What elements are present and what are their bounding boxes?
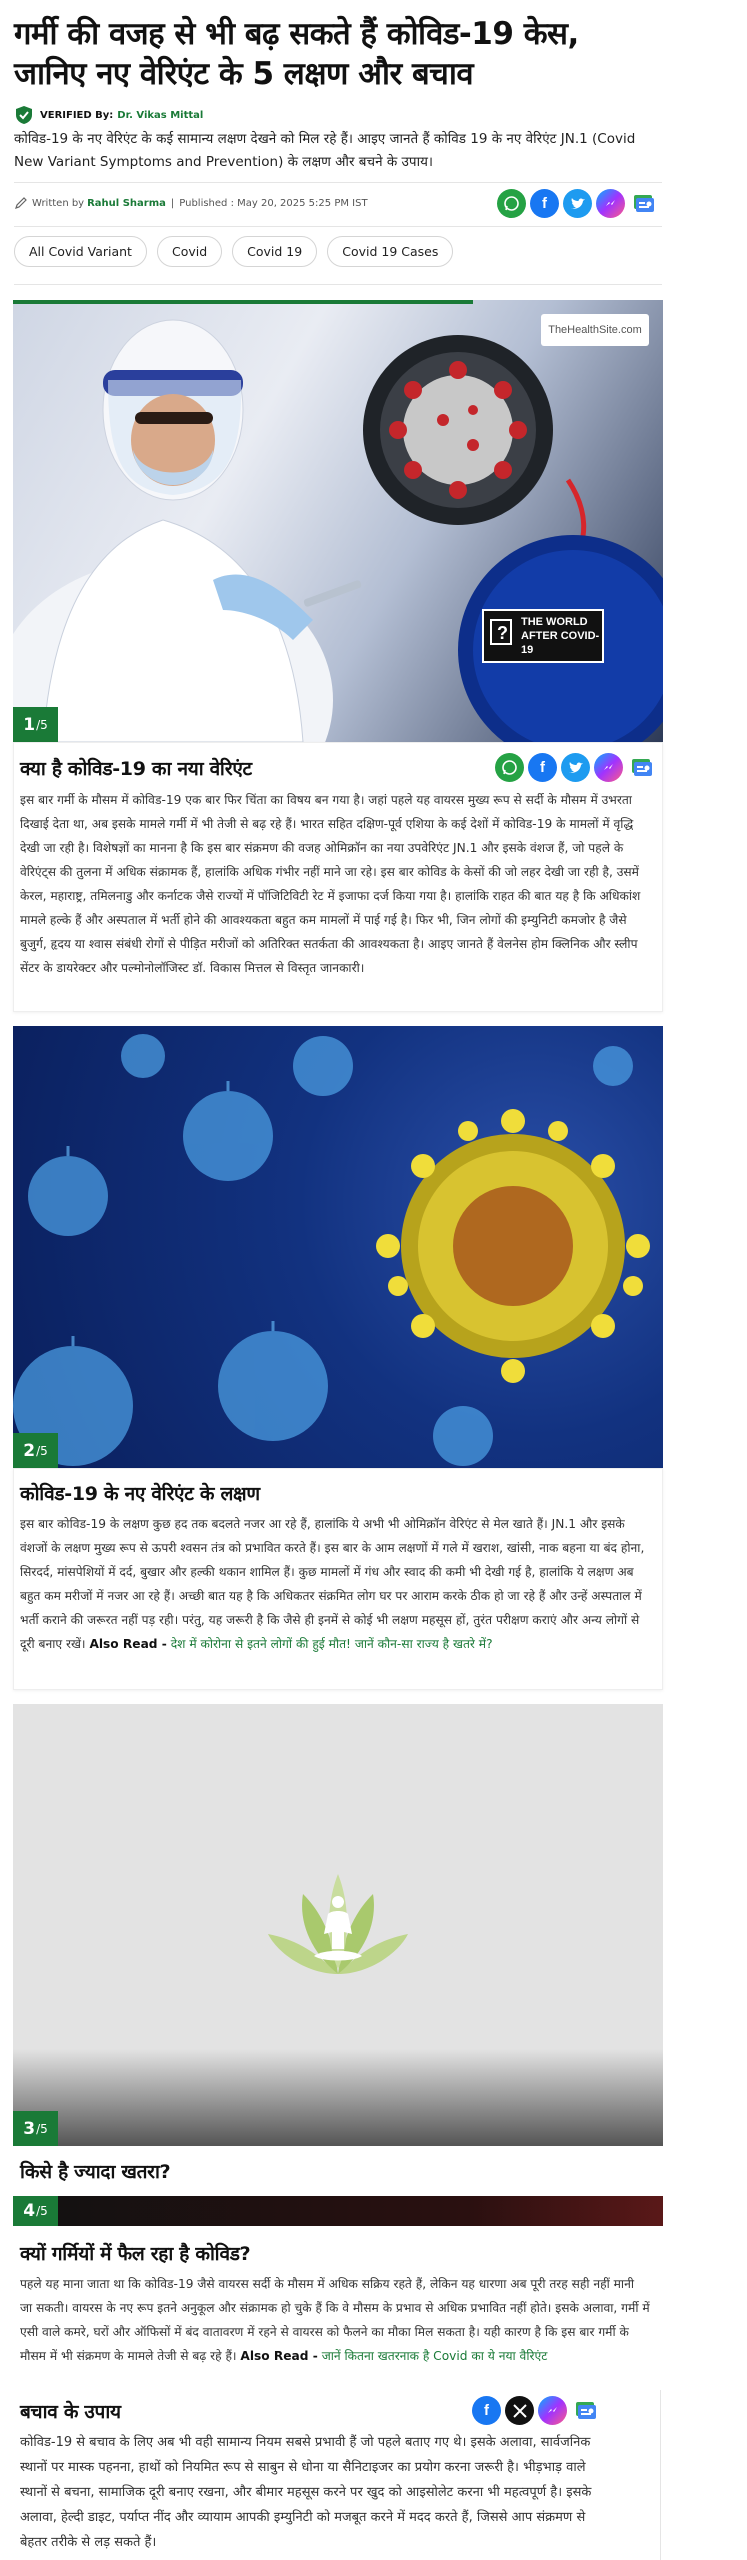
messenger-icon[interactable] <box>538 2396 567 2425</box>
verified-row <box>14 104 203 126</box>
slide-counter: 4 /5 <box>13 2196 58 2226</box>
section-title: क्यों गर्मियों में फैल रहा है कोविड? <box>20 2243 251 2265</box>
author-link[interactable]: Rahul Sharma <box>87 197 166 209</box>
google-news-icon[interactable] <box>627 753 656 782</box>
share-bar-slide-1 <box>495 753 656 782</box>
tag-chip[interactable]: Covid 19 Cases <box>327 236 453 267</box>
slide-image-3[interactable] <box>13 1704 663 2146</box>
verified-label: VERIFIED By: <box>40 109 114 121</box>
poster-text: THE WORLD AFTER COVID-19 <box>521 616 600 656</box>
tag-chip[interactable]: Covid 19 <box>232 236 317 267</box>
svg-text:?: ? <box>497 623 508 643</box>
virus-illustration <box>13 1026 663 1468</box>
slide-image-2[interactable] <box>13 1026 663 1468</box>
also-read-label: Also Read - <box>240 2349 318 2363</box>
facebook-icon[interactable]: f <box>528 753 557 782</box>
article-intro: कोविड-19 के नए वेरिएंट के कई सामान्य लक्षण देखने को मिल रहे हैं। आइए जानते हैं कोविड 19 के नए वेरिएंट JN.1 (Covid New Variant Symptoms and Prevention) के लक्षण और बचने के उपाय। <box>14 131 636 170</box>
slide-image-4[interactable] <box>13 2196 663 2226</box>
also-read-link[interactable]: देश में कोरोना से इतने लोगों की हुई मौत! जानें कौन-सा राज्य है खतरे में? <box>170 1637 493 1651</box>
twitter-icon[interactable] <box>561 753 590 782</box>
divider <box>14 182 662 183</box>
health-worker-illustration <box>13 300 663 742</box>
section-title: कोविड-19 के नए वेरिएंट के लक्षण <box>20 1483 260 1505</box>
x-icon[interactable] <box>505 2396 534 2425</box>
whatsapp-icon[interactable] <box>497 189 526 218</box>
section-title: बचाव के उपाय <box>20 2401 121 2423</box>
brand-watermark: TheHealthSite.com <box>541 314 649 346</box>
whatsapp-icon[interactable] <box>495 753 524 782</box>
slide-image-1[interactable] <box>13 300 663 742</box>
tag-chip[interactable]: All Covid Variant <box>14 236 147 267</box>
share-bar-top <box>497 189 658 218</box>
section-body: पहले यह माना जाता था कि कोविड-19 जैसे वायरस सर्दी के मौसम में अधिक सक्रिय रहते हैं, लेकिन यह धारणा अब पूरी तरह सही नहीं मानी जा सकती। वायरस के नए रूप इतने अनुकूल और संक्रामक हो चुके हैं कि वे मौसम के प्रभाव से अधिक प्रभावित नहीं होते। इसके अलावा, गर्मी में एसी वाले कमरे, घरों और ऑफिसों में बंद वातावरण में रहने से वायरस को फैलने का मौका मिल सकता है। यही कारण है कि इस बार गर्मी के मौसम में भी संक्रमण के मामले तेजी से बढ़ रहे हैं। Also Read - जानें कितना खतरनाक है Covid का ये नया वैरिएंट <box>20 2277 650 2363</box>
tag-chip[interactable]: Covid <box>157 236 222 267</box>
pen-icon <box>14 196 28 210</box>
slide-counter: 2 /5 <box>13 1433 58 1468</box>
messenger-icon[interactable] <box>596 189 625 218</box>
share-bar-slide-5 <box>472 2396 600 2425</box>
slide-counter: 1 /5 <box>13 707 58 742</box>
facebook-icon[interactable]: f <box>472 2396 501 2425</box>
page-title: गर्मी की वजह से भी बढ़ सकते हैं कोविड-19 केस, जानिए नए वेरिएंट के 5 लक्षण और बचाव <box>14 16 579 92</box>
facebook-icon[interactable]: f <box>530 189 559 218</box>
byline-row: Written by Rahul Sharma | Published : May 20, 2025 5:25 PM IST <box>14 188 662 218</box>
messenger-icon[interactable] <box>594 753 623 782</box>
published-date: Published : May 20, 2025 5:25 PM IST <box>179 197 368 209</box>
tag-list <box>14 236 453 267</box>
verified-doctor-link[interactable]: Dr. Vikas Mittal <box>117 109 204 121</box>
section-body: कोविड-19 से बचाव के लिए अब भी वही सामान्य नियम सबसे प्रभावी हैं जो पहले बताए गए थे। इसके अलावा, सार्वजनिक स्थानों पर मास्क पहनना, हाथों को नियमित रूप से साबुन से धोना या सैनिटाइजर का प्रयोग करना जरूरी है। भीड़भाड़ वाले स्थानों से बचना, सामाजिक दूरी बनाए रखना, और बीमार महसूस करने पर खुद को आइसोलेट करना भी महत्वपूर्ण है। इसके अलावा, हेल्दी डाइट, पर्याप्त नींद और व्यायाम आपकी इम्युनिटी को मजबूत करने में मदद करते हैं, जिससे आप संक्रमण से बेहतर तरीके से लड़ सकते हैं। <box>20 2435 592 2550</box>
divider <box>14 284 662 285</box>
google-news-icon[interactable] <box>629 189 658 218</box>
section-body: इस बार गर्मी के मौसम में कोविड-19 एक बार फिर चिंता का विषय बन गया है। जहां पहले यह वायरस मुख्य रूप से सर्दी के मौसम में उभरता दिखाई देता था, अब इसके मामले गर्मी में भी तेजी से बढ़ रहे हैं। भारत सहित दक्षिण-पूर्व एशिया के कई देशों में कोविड-19 के मामलों में वृद्धि देखी जा रही है। विशेषज्ञों का मानना है कि इस बार संक्रमण की वजह ओमिक्रॉन का नया उपवेरिएंट JN.1 और इसके वंशज हैं, जो पहले के वेरिएंट्स की तुलना में अधिक संक्रामक हैं, हालांकि अधिक गंभीर नहीं माने जा रहे। इस बार कोविड के केसों की जो लहर देखी जा रही है, उसमें केरल, महाराष्ट्र, तमिलनाडु और कर्नाटक जैसे राज्यों में पॉजिटिविटी रेट में इजाफा दर्ज किया गया है। हालांकि राहत की बात यह है कि अधिकांश मामले हल्के हैं और अस्पताल में भर्ती होने की आवश्यकता बहुत कम मामलों में पाई गई है। फिर भी, जिन लोगों की इम्युनिटी कमजोर है जैसे बुजुर्ग, हृदय या श्वास संबंधी रोगों से पीड़ित मरीजों को अतिरिक्त सतर्कता की आवश्यकता है। आइए जानते हैं वेलनेस होम क्लिनिक और स्लीप सेंटर के डायरेक्टर और पल्मोनोलॉजिस्ट डॉ. विकास मित्तल से विस्तृत जानकारी। <box>20 793 641 975</box>
also-read-label: Also Read - <box>89 1637 167 1651</box>
section-body: इस बार कोविड-19 के लक्षण कुछ हद तक बदलते नजर आ रहे हैं, हालांकि ये अभी भी ओमिक्रॉन वेरिएंट से मेल खाते हैं। JN.1 और इसके वंशजों के लक्षण मुख्य रूप से ऊपरी श्वसन तंत्र को प्रभावित करते हैं। इस बार के आम लक्षणों में गले में खराश, खांसी, नाक बहना या बंद होना, सिरदर्द, मांसपेशियों में दर्द, बुखार और हल्की थकान शामिल हैं। कुछ मामलों में गंध और स्वाद की कमी भी देखी गई है, हालांकि ये लक्षण अब बहुत कम मरीजों में नजर आ रहे हैं। अच्छी बात यह है कि अधिकतर संक्रमित लोग घर पर आराम करके ठीक हो जा रहे हैं और उन्हें अस्पताल में भर्ती कराने की जरूरत नहीं पड़ रही। परंतु, यह जरूरी है कि जैसे ही इनमें से कोई भी लक्षण महसूस हों, तुरंत परीक्षण कराएं और अन्य लोगों से दूरी बनाए रखें। Also Read - देश में कोरोना से इतने लोगों की हुई मौत! जानें कौन-सा राज्य है खतरे में? <box>20 1517 645 1651</box>
also-read-link[interactable]: जानें कितना खतरनाक है Covid का ये नया वैरिएंट <box>321 2349 548 2363</box>
lotus-yoga-icon <box>248 1864 428 1984</box>
twitter-icon[interactable] <box>563 189 592 218</box>
section-title: क्या है कोविड-19 का नया वेरिएंट <box>20 758 252 780</box>
divider <box>14 226 662 227</box>
written-by-label: Written by <box>32 197 85 209</box>
google-news-icon[interactable] <box>571 2396 600 2425</box>
shield-check-icon <box>14 105 34 125</box>
section-title: किसे है ज्यादा खतरा? <box>20 2161 171 2183</box>
slide-counter: 3 /5 <box>13 2111 58 2146</box>
